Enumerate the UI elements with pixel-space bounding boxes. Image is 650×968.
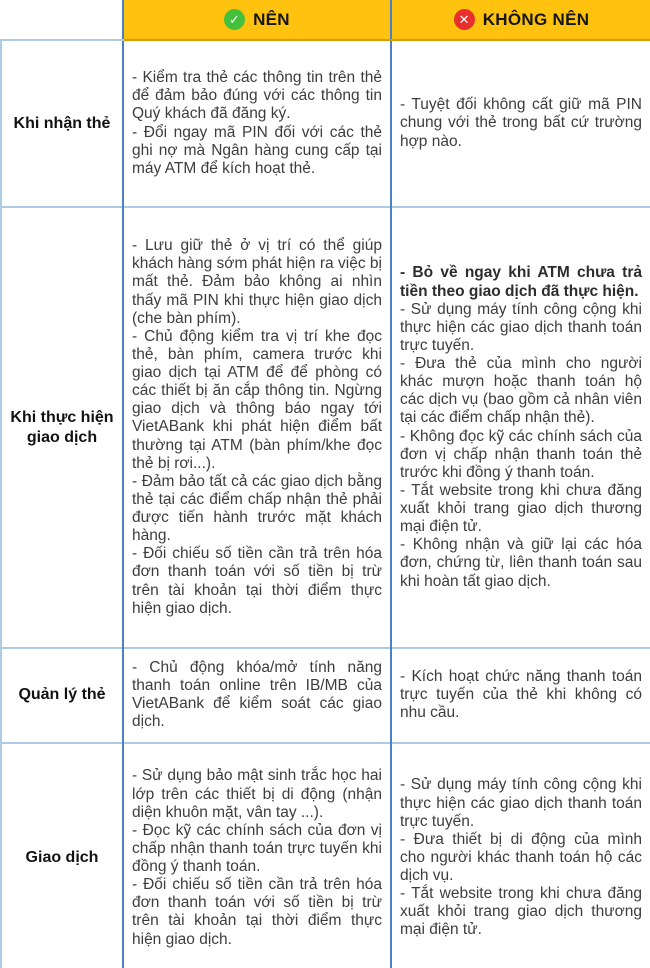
row-label: Quản lý thẻ: [1, 648, 123, 743]
do-column-label: NÊN: [253, 9, 290, 29]
row-label: Khi nhận thẻ: [1, 40, 123, 207]
list-item: - Kích hoạt chức năng thanh toán trực tuyến của thẻ khi không có nhu cầu.: [400, 668, 642, 722]
do-column-header: [123, 0, 391, 40]
table-body: [1, 40, 650, 968]
list-item: - Sử dụng máy tính công cộng khi thực hiện các giao dịch thanh toán trực tuyến.: [400, 776, 642, 830]
list-item: - Đảm bảo tất cả các giao dịch bằng thẻ tại các điểm chấp nhận thẻ phải được tiến hành trước mặt khách hàng.: [132, 472, 382, 545]
list-item: - Đưa thẻ của mình cho người khác mượn hoặc thanh toán hộ các dịch vụ (bao gồm cả nhân viên tại các điểm chấp nhận thẻ).: [400, 355, 642, 427]
dont-column-header: [391, 0, 650, 40]
corner-header-cell: [1, 0, 123, 40]
row-label: Giao dịch: [1, 743, 123, 968]
table-row: [1, 648, 650, 743]
list-item: - Chủ động khóa/mở tính năng thanh toán online trên IB/MB của VietABank để kiểm soát các giao dịch.: [132, 659, 382, 731]
list-item: - Lưu giữ thẻ ở vị trí có thể giúp khách hàng sớm phát hiện ra việc bị mất thẻ. Đảm bảo không ai nhìn thấy mã PIN khi thực hiện giao dịch (che bàn phím).: [132, 237, 382, 327]
list-item: - Tắt website trong khi chưa đăng xuất khỏi trang giao dịch thương mại điện tử.: [400, 885, 642, 939]
list-item: - Tắt website trong khi chưa đăng xuất khỏi trang giao dịch thương mại điện tử.: [400, 481, 642, 536]
list-item: - Chủ động kiểm tra vị trí khe đọc thẻ, bàn phím, camera trước khi giao dịch tại ATM để để phòng có các thiết bị ăn cắp thông tin. Ngừng giao dịch và thông báo ngay tới VietABank khi phát hiện điểm bất thường tại ATM (bàn phím/khe đọc thẻ bị rơi...).: [132, 327, 382, 472]
list-item: - Đọc kỹ các chính sách của đơn vị chấp nhận thanh toán trực tuyến khi đồng ý thanh toán.: [132, 821, 382, 875]
list-item: - Bỏ về ngay khi ATM chưa trả tiền theo giao dịch đã thực hiện.: [400, 264, 642, 300]
list-item: - Sử dụng bảo mật sinh trắc học hai lớp trên các thiết bị di động (nhận diện khuôn mặt, vân tay ...).: [132, 767, 382, 821]
table-row: [1, 743, 650, 968]
list-item: - Không đọc kỹ các chính sách của đơn vị chấp nhận thanh toán thẻ trước khi đồng ý thanh toán.: [400, 427, 642, 481]
x-circle-icon: ✕: [454, 9, 475, 30]
list-item: - Đối chiếu số tiền cần trả trên hóa đơn thanh toán với số tiền bị trừ trên tài khoản tại thời điểm thực hiện giao dịch.: [132, 876, 382, 948]
row-label: Khi thực hiện giao dịch: [1, 207, 123, 648]
table-header: [1, 0, 650, 40]
do-cell: [123, 207, 391, 648]
list-item: - Kiểm tra thẻ các thông tin trên thẻ để đảm bảo đúng với các thông tin Quý khách đã đăng ký.: [132, 69, 382, 123]
dont-column-label: KHÔNG NÊN: [482, 9, 590, 29]
list-item: - Tuyệt đối không cất giữ mã PIN chung với thẻ trong bất cứ trường hợp nào.: [400, 96, 642, 150]
dont-cell: [391, 648, 650, 743]
table-row: [1, 40, 650, 207]
list-item: - Sử dụng máy tính công cộng khi thực hiện các giao dịch thanh toán trực tuyến.: [400, 300, 642, 354]
check-circle-icon: ✓: [224, 9, 245, 30]
dont-cell: [391, 40, 650, 207]
list-item: - Không nhận và giữ lại các hóa đơn, chứng từ, liên thanh toán sau khi hoàn tất giao dịch.: [400, 536, 642, 590]
do-cell: [123, 648, 391, 743]
dont-cell: [391, 207, 650, 648]
list-item: - Đối chiếu số tiền cần trả trên hóa đơn thanh toán với số tiền bị trừ trên tài khoản tại thời điểm thực hiện giao dịch.: [132, 545, 382, 617]
do-cell: [123, 40, 391, 207]
do-cell: [123, 743, 391, 968]
dont-cell: [391, 743, 650, 968]
list-item: - Đưa thiết bị di động của mình cho người khác thanh toán hộ các dịch vụ.: [400, 830, 642, 885]
list-item: - Đổi ngay mã PIN đối với các thẻ ghi nợ mà Ngân hàng cung cấp tại máy ATM để kích hoạt thẻ.: [132, 123, 382, 177]
table-row: [1, 207, 650, 648]
